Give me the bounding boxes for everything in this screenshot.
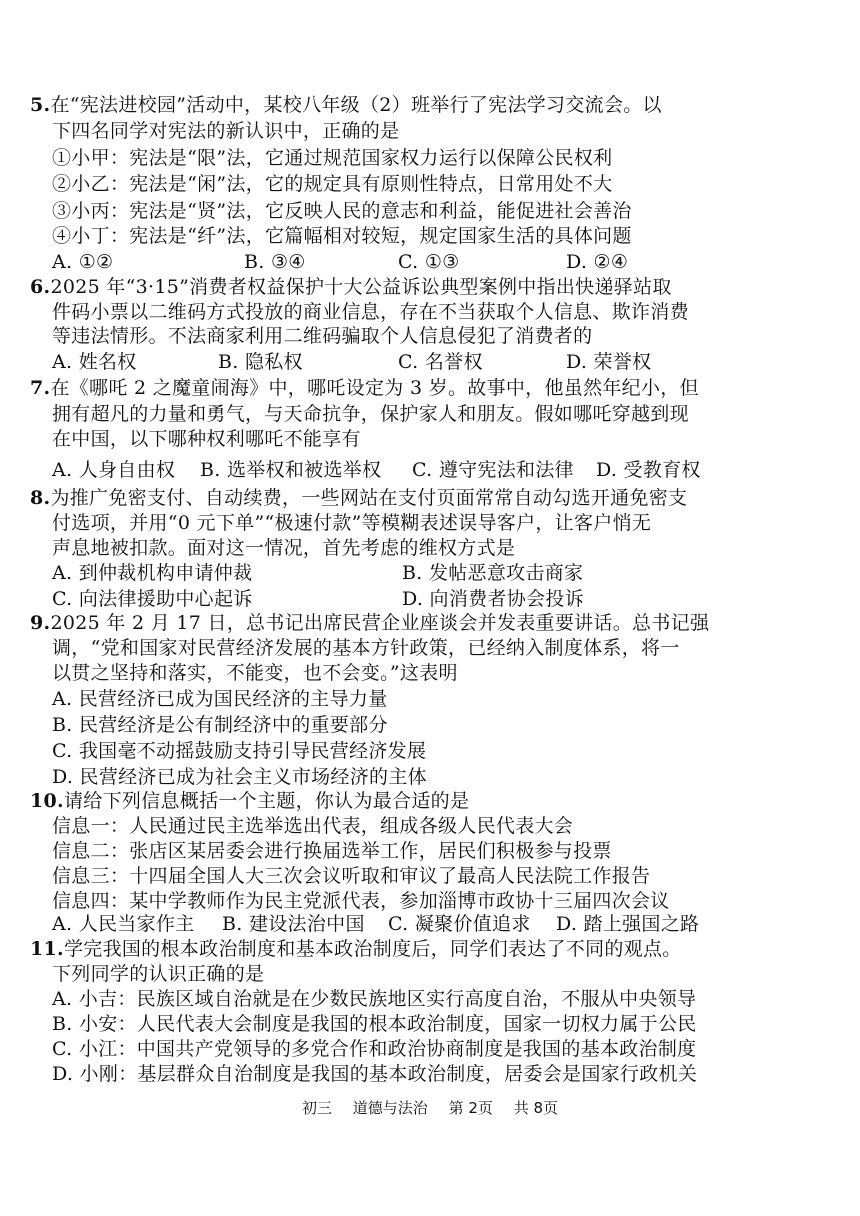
question-number: 11. bbox=[30, 938, 64, 960]
option-c: C. 小江：中国共产党领导的多党合作和政治协商制度是我国的基本政治制度 bbox=[52, 1038, 697, 1060]
question-7-stem-line bbox=[30, 375, 699, 401]
question-stem-text: 付选项，并用“0 元下单”“极速付款”等模糊表述误导客户，让客户悄无 bbox=[52, 512, 652, 534]
question-number: 5. bbox=[30, 94, 51, 116]
question-stem-text: 件码小票以二维码方式投放的商业信息，存在不当获取个人信息、欺诈消费 bbox=[52, 301, 689, 323]
question-stem-text: 等违法情形。不法商家利用二维码骗取个人信息侵犯了消费者的 bbox=[52, 325, 593, 347]
option-d: D. 向消费者协会投诉 bbox=[402, 588, 584, 610]
option-d: D. 小刚：基层群众自治制度是我国的基本政治制度，居委会是国家行政机关 bbox=[52, 1063, 698, 1085]
question-stem-text: 2025 年 2 月 17 日，总书记出席民营企业座谈会并发表重要讲话。总书记强 bbox=[50, 612, 710, 634]
question-6-stem-line bbox=[30, 274, 672, 300]
question-stem-text: 声息地被扣款。面对这一情况，首先考虑的维权方式是 bbox=[52, 537, 516, 559]
question-8-stem-line bbox=[30, 485, 687, 511]
option-d: D. 民营经济已成为社会主义市场经济的主体 bbox=[52, 766, 427, 788]
option-b: B. 民营经济是公有制经济中的重要部分 bbox=[52, 714, 388, 736]
option-c: C. 凝聚价值追求 bbox=[388, 913, 531, 935]
statement-text: 信息二：张店区某居委会进行换届选举工作，居民们积极参与投票 bbox=[52, 840, 612, 862]
footer-grade: 初三 bbox=[302, 1099, 333, 1117]
option-a: A. ①② bbox=[52, 251, 114, 273]
option-a: A. 人民当家作主 bbox=[52, 913, 195, 935]
question-stem-text: 在“宪法进校园”活动中，某校八年级（2）班举行了宪法学习交流会。以 bbox=[50, 94, 662, 116]
option-c: C. 向法律援助中心起诉 bbox=[52, 588, 253, 610]
option-d: D. 受教育权 bbox=[596, 459, 701, 481]
question-11-stem-line bbox=[30, 936, 682, 962]
question-stem-text: 调，“党和国家对民营经济发展的基本方针政策，已经纳入制度体系，将一 bbox=[52, 637, 680, 659]
statement-text: ④小丁：宪法是“纤”法，它篇幅相对较短，规定国家生活的具体问题 bbox=[52, 225, 632, 247]
statement-text: 信息四：某中学教师作为民主党派代表，参加淄博市政协十三届四次会议 bbox=[52, 890, 670, 912]
option-d: D. ②④ bbox=[566, 251, 629, 273]
question-number: 8. bbox=[30, 487, 51, 509]
option-a: A. 民营经济已成为国民经济的主导力量 bbox=[52, 688, 388, 710]
question-stem-text: 拥有超凡的力量和勇气，与天命抗争，保护家人和朋友。假如哪吒穿越到现 bbox=[52, 403, 689, 425]
option-b: B. 小安：人民代表大会制度是我国的根本政治制度，国家一切权力属于公民 bbox=[52, 1013, 697, 1035]
option-b: B. 选举权和被选举权 bbox=[200, 459, 382, 481]
option-c: C. 我国毫不动摇鼓励支持引导民营经济发展 bbox=[52, 740, 427, 762]
option-a: A. 小吉：民族区域自治就是在少数民族地区实行高度自治，不服从中央领导 bbox=[52, 988, 697, 1010]
question-10-stem-line bbox=[30, 788, 469, 814]
footer-total-pages: 共 8页 bbox=[513, 1099, 558, 1117]
page-footer bbox=[0, 1098, 860, 1118]
statement-text: ②小乙：宪法是“闲”法，它的规定具有原则性特点，日常用处不大 bbox=[52, 173, 613, 195]
question-number: 9. bbox=[30, 612, 51, 634]
option-b: B. 隐私权 bbox=[218, 351, 303, 373]
option-c: C. 名誉权 bbox=[398, 351, 483, 373]
question-stem-text: 2025 年“3·15”消费者权益保护十大公益诉讼典型案例中指出快递驿站取 bbox=[50, 276, 672, 298]
option-b: B. 发帖恶意攻击商家 bbox=[402, 562, 584, 584]
statement-text: 信息一：人民通过民主选举选出代表，组成各级人民代表大会 bbox=[52, 815, 574, 837]
question-stem-text: 下列同学的认识正确的是 bbox=[52, 963, 265, 985]
question-stem-text: 学完我国的根本政治制度和基本政治制度后，同学们表达了不同的观点。 bbox=[63, 938, 682, 960]
statement-text: 信息三：十四届全国人大三次会议听取和审议了最高人民法院工作报告 bbox=[52, 865, 651, 887]
question-stem-text: 为推广免密支付、自动续费，一些网站在支付页面常常自动勾选开通免密支 bbox=[50, 487, 688, 509]
question-9-stem-line bbox=[30, 610, 709, 636]
question-number: 10. bbox=[30, 790, 64, 812]
question-stem-text: 在中国，以下哪种权利哪吒不能享有 bbox=[52, 428, 361, 450]
option-c: C. 遵守宪法和法律 bbox=[412, 459, 574, 481]
option-b: B. 建设法治中国 bbox=[222, 913, 365, 935]
question-number: 7. bbox=[30, 377, 51, 399]
option-a: A. 姓名权 bbox=[52, 351, 137, 373]
option-a: A. 到仲裁机构申请仲裁 bbox=[52, 562, 253, 584]
question-5-stem-line bbox=[30, 92, 662, 118]
option-d: D. 荣誉权 bbox=[566, 351, 652, 373]
option-c: C. ①③ bbox=[398, 251, 460, 273]
statement-text: ③小丙：宪法是“贤”法，它反映人民的意志和利益，能促进社会善治 bbox=[52, 200, 632, 222]
question-number: 6. bbox=[30, 276, 51, 298]
question-stem-text: 在《哪吒 2 之魔童闹海》中，哪吒设定为 3 岁。故事中，他虽然年纪小，但 bbox=[50, 377, 699, 399]
footer-subject: 道德与法治 bbox=[352, 1099, 428, 1117]
option-d: D. 踏上强国之路 bbox=[556, 913, 700, 935]
footer-page-number: 第 2页 bbox=[448, 1099, 493, 1117]
option-a: A. 人身自由权 bbox=[52, 459, 176, 481]
question-stem-text: 下四名同学对宪法的新认识中，正确的是 bbox=[52, 120, 400, 142]
question-stem-text: 以贯之坚持和落实，不能变，也不会变。”这表明 bbox=[52, 662, 458, 684]
statement-text: ①小甲：宪法是“限”法，它通过规范国家权力运行以保障公民权利 bbox=[52, 147, 613, 169]
option-b: B. ③④ bbox=[244, 251, 306, 273]
question-stem-text: 请给下列信息概括一个主题，你认为最合适的是 bbox=[63, 790, 470, 812]
